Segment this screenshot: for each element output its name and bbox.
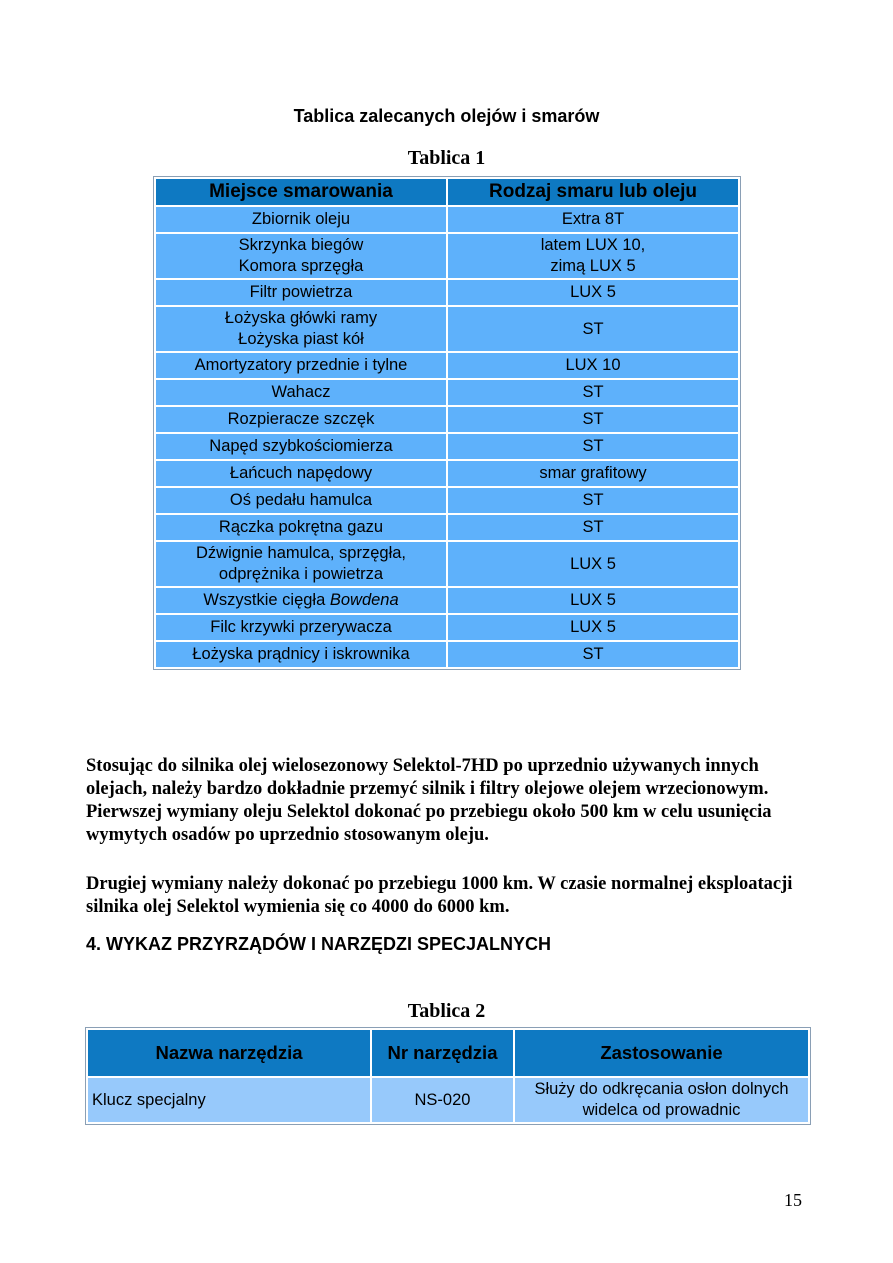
column-header-usage: Zastosowanie [515,1030,808,1076]
table-row [156,488,738,513]
table-row [156,307,738,351]
section-heading: 4. WYKAZ PRZYRZĄDÓW I NARZĘDZI SPECJALNYCH [86,934,552,954]
tools-table [85,1027,811,1125]
lubricant-cell: ST [448,515,738,540]
lubricant-cell: ST [448,488,738,513]
tool-usage-cell: Służy do odkręcania osłon dolnych widelca od prowadnic [515,1078,808,1122]
table-row [156,353,738,378]
lubricant-cell: ST [448,642,738,667]
lubricant-cell: ST [448,307,738,351]
place-cell: Dźwignie hamulca, sprzęgła, odprężnika i powietrza [156,542,446,586]
table-row [156,515,738,540]
place-cell: Łożyska prądnicy i iskrownika [156,642,446,667]
place-cell: Zbiornik oleju [156,207,446,232]
place-cell: Łożyska główki ramy Łożyska piast kół [156,307,446,351]
lubricant-cell: LUX 5 [448,542,738,586]
place-cell: Skrzynka biegów Komora sprzęgła [156,234,446,278]
table-row [156,280,738,305]
table-row [156,407,738,432]
document-title: Tablica zalecanych olejów i smarów [293,106,600,126]
column-header-tool-name: Nazwa narzędzia [88,1030,370,1076]
lubricant-cell: LUX 5 [448,280,738,305]
tool-name-cell: Klucz specjalny [88,1078,370,1122]
table-row [156,434,738,459]
column-header-tool-number: Nr narzędzia [372,1030,513,1076]
lubricant-cell: LUX 10 [448,353,738,378]
paragraph-oil-change-second: Drugiej wymiany należy dokonać po przebiegu 1000 km. W czasie normalnej eksploatacji silnika olej Selektol wymienia się co 4000 do 6000 km. [86,874,793,917]
place-cell: Filtr powietrza [156,280,446,305]
place-cell: Oś pedału hamulca [156,488,446,513]
table-row [156,642,738,667]
page-number: 15 [784,1190,802,1210]
lubricant-cell: ST [448,434,738,459]
place-cell: Rozpieracze szczęk [156,407,446,432]
table-header-row [156,179,738,205]
table-row [156,542,738,586]
table1-caption: Tablica 1 [407,147,486,169]
tool-number-cell: NS-020 [372,1078,513,1122]
place-cell: Wahacz [156,380,446,405]
place-cell: Amortyzatory przednie i tylne [156,353,446,378]
paragraph-oil-change-first: Stosując do silnika olej wielosezonowy Selektol-7HD po uprzednio używanych innych olejach, należy bardzo dokładnie przemyć silnik i filtry olejowe olejem wrzecionowym. Pierwszej wymiany oleju Selektol dokonać po przebiegu około 500 km w celu usunięcia wymytych osadów po uprzednio stosowanym oleju. [86,756,772,845]
table-row [156,615,738,640]
lubricant-cell: Extra 8T [448,207,738,232]
place-cell: Rączka pokrętna gazu [156,515,446,540]
lubricant-cell: LUX 5 [448,588,738,613]
table-row [88,1078,808,1122]
lubricant-cell: latem LUX 10, zimą LUX 5 [448,234,738,278]
lubricant-cell: ST [448,407,738,432]
lubricant-cell: ST [448,380,738,405]
place-cell: Filc krzywki przerywacza [156,615,446,640]
table-row [156,234,738,278]
table-header-row [88,1030,808,1076]
place-cell: Wszystkie cięgła Bowdena [156,588,446,613]
table-row [156,588,738,613]
lubricant-cell: smar grafitowy [448,461,738,486]
table-row [156,207,738,232]
table2-caption: Tablica 2 [407,1000,486,1022]
lubricant-cell: LUX 5 [448,615,738,640]
table-row [156,380,738,405]
place-cell: Napęd szybkościomierza [156,434,446,459]
table-row [156,461,738,486]
lubrication-table [153,176,741,670]
column-header-place: Miejsce smarowania [156,179,446,205]
column-header-lubricant: Rodzaj smaru lub oleju [448,179,738,205]
place-cell: Łańcuch napędowy [156,461,446,486]
